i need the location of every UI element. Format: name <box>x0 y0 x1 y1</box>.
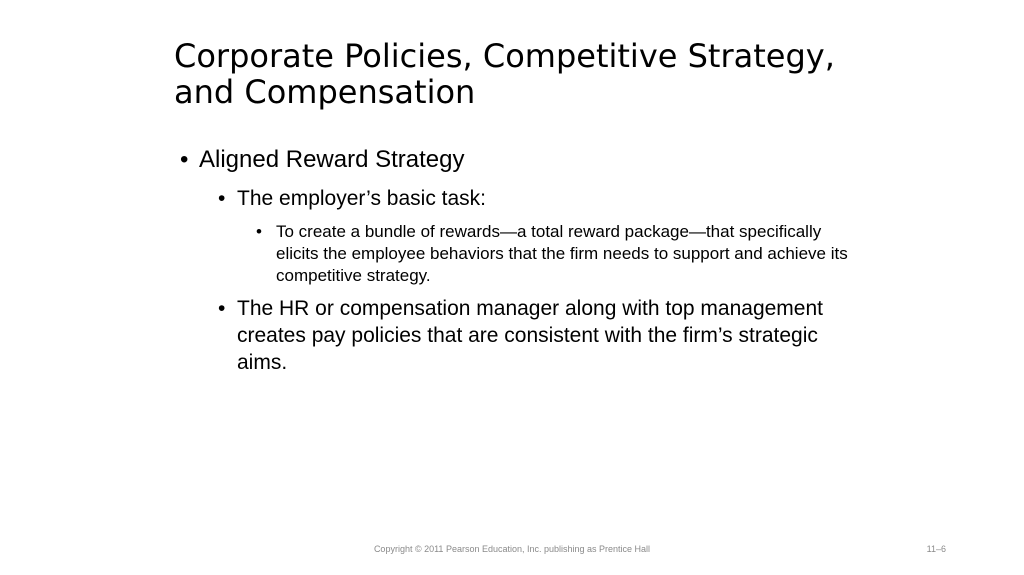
bullet-text: To create a bundle of rewards—a total reward package—that specifically elicits the employee behaviors that the firm needs to support and achieve its competitive strategy. <box>276 222 848 285</box>
slide-title-line-2: and Compensation <box>174 73 476 111</box>
bullet-text: Aligned Reward Strategy <box>199 146 465 173</box>
bullet-text: The HR or compensation manager along with top management creates pay policies that are consistent with the firm’s strategic aims. <box>237 297 823 374</box>
bullet-level2 <box>218 295 860 376</box>
bullet-icon: • <box>218 297 226 320</box>
slide-body <box>180 145 860 376</box>
bullet-level3 <box>256 221 860 287</box>
page-number: 11–6 <box>926 544 946 554</box>
bullet-level1 <box>180 145 860 175</box>
bullet-level2 <box>218 185 860 212</box>
bullet-icon: • <box>256 222 262 241</box>
bullet-icon: • <box>218 187 226 210</box>
slide-title-line-1: Corporate Policies, Competitive Strategy, <box>174 37 835 75</box>
bullet-icon: • <box>180 146 189 173</box>
bullet-text: The employer’s basic task: <box>237 187 486 210</box>
slide-title <box>174 38 894 110</box>
footer-copyright: Copyright © 2011 Pearson Education, Inc. publishing as Prentice Hall <box>373 544 651 554</box>
